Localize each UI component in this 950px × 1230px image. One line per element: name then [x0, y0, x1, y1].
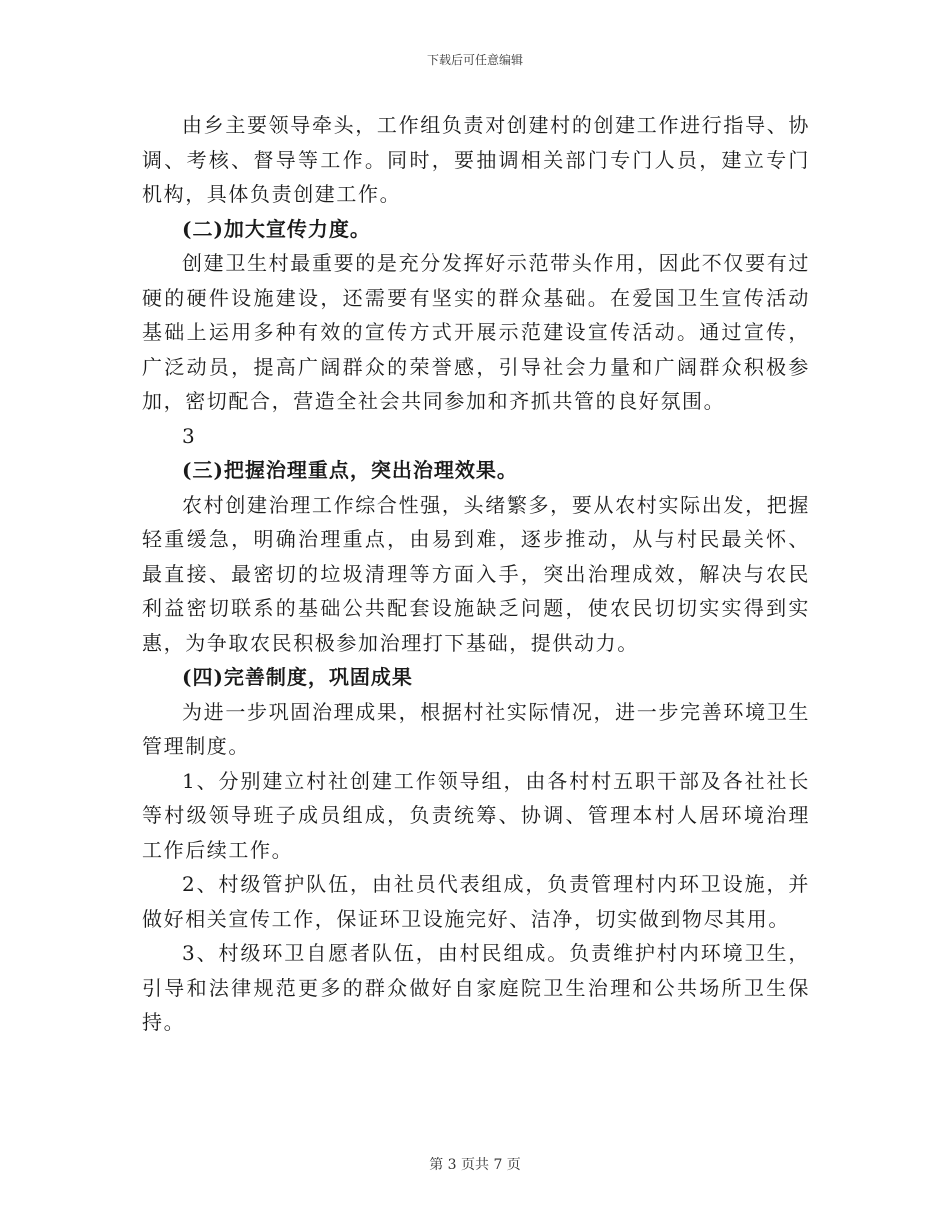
document-body [142, 108, 810, 1040]
list-item-3: 3、村级环卫自愿者队伍，由村民组成。负责维护村内环境卫生，引导和法律规范更多的群众做好自家庭院卫生治理和公共场所卫生保持。 [142, 941, 810, 1034]
paragraph-leadership: 由乡主要领导牵头，工作组负责对创建村的创建工作进行指导、协调、考核、督导等工作。同时，要抽调相关部门专门人员，建立专门机构，具体负责创建工作。 [142, 113, 810, 206]
paragraph-system: 为进一步巩固治理成果，根据村社实际情况，进一步完善环境卫生管理制度。 [142, 699, 810, 758]
section-heading-3: (三)把握治理重点，突出治理效果。 [182, 458, 518, 482]
section-heading-2: (二)加大宣传力度。 [182, 216, 371, 241]
paragraph-governance: 农村创建治理工作综合性强，头绪繁多，要从农村实际出发，把握轻重缓急，明确治理重点，由易到难，逐步推动，从与村民最关怀、最直接、最密切的垃圾清理等方面入手，突出治理成效，解决与农民利益密切联系的基础公共配套设施缺乏问题，使农民切切实实得到实惠，为争取农民积极参加治理打下基础，提供动力。 [142, 492, 810, 655]
paragraph-publicity: 创建卫生村最重要的是充分发挥好示范带头作用，因此不仅要有过硬的硬件设施建设，还需要有坚实的群众基础。在爱国卫生宣传活动基础上运用多种有效的宣传方式开展示范建设宣传活动。通过宣传，广泛动员，提高广阔群众的荣誉感，引导社会力量和广阔群众积极参加，密切配合，营造全社会共同参加和齐抓共管的良好氛围。 [142, 251, 810, 413]
page-header: 下载后可任意编辑 [426, 53, 523, 67]
list-item-2: 2、村级管护队伍，由社员代表组成，负责管理村内环卫设施，并做好相关宣传工作，保证环卫设施完好、洁净，切实做到物尽其用。 [142, 872, 810, 931]
page-footer: 第 3 页共 7 页 [429, 1157, 521, 1173]
stray-page-number: 3 [182, 423, 195, 448]
section-heading-4: (四)完善制度，巩固成果 [182, 665, 413, 689]
list-item-1: 1、分别建立村社创建工作领导组，由各村村五职干部及各社社长等村级领导班子成员组成，负责统筹、协调、管理本村人居环境治理工作后续工作。 [142, 768, 810, 862]
